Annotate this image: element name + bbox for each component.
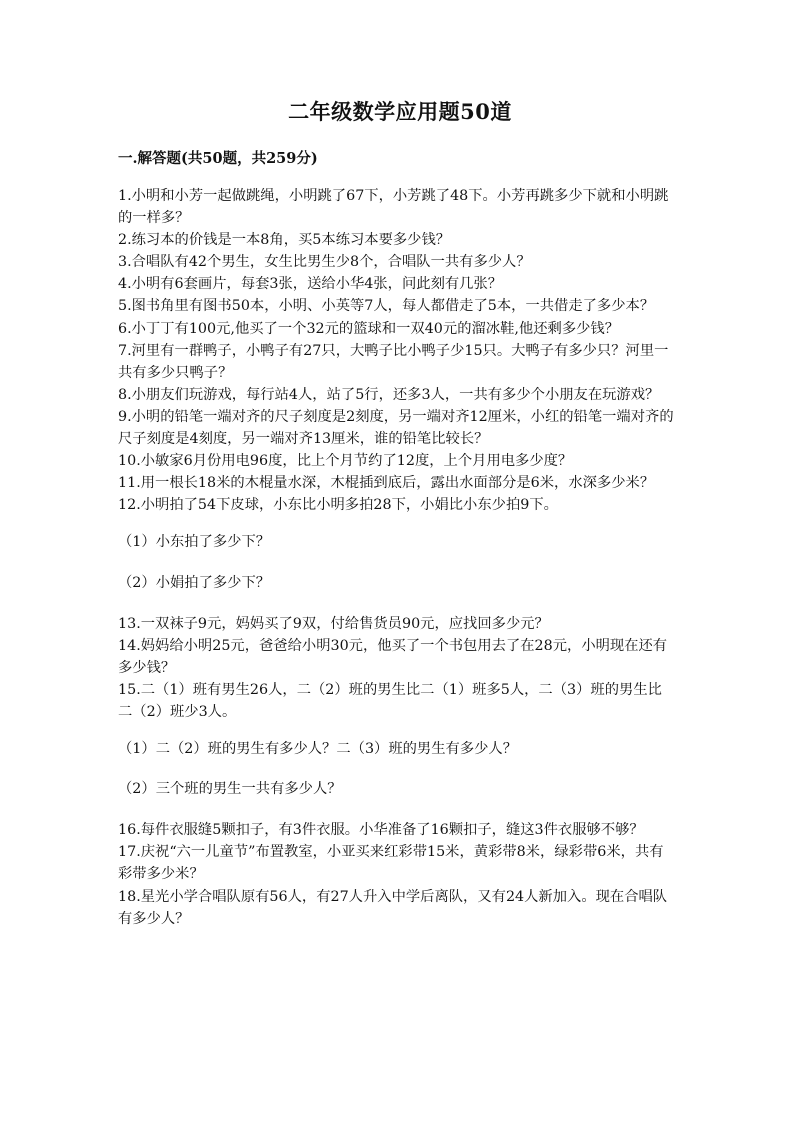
question-item: 16.每件衣服缝5颗扣子，有3件衣服。小华准备了16颗扣子，缝这3件衣服够不够？ xyxy=(118,822,644,839)
document-title: 二年级数学应用题50道 xyxy=(288,99,512,124)
question-list xyxy=(118,185,674,930)
sub-question: （1）小东拍了多少下？ xyxy=(118,534,271,551)
sub-question-group xyxy=(118,738,674,800)
question-item: 12.小明拍了54下皮球，小东比小明多拍28下，小娟比小东少拍9下。 xyxy=(118,497,558,514)
question-item: 11.用一根长18米的木棍量水深，木棍插到底后，露出水面部分是6米，水深多少米？ xyxy=(118,475,655,492)
sub-question-group xyxy=(118,531,674,593)
question-item: 6.小丁丁有100元,他买了一个32元的篮球和一双40元的溜冰鞋,他还剩多少钱？ xyxy=(118,320,620,337)
question-item: 7.河里有一群鸭子，小鸭子有27只，大鸭子比小鸭子少15只。大鸭子有多少只？河里一共有多少只鸭子？ xyxy=(118,342,669,381)
question-item: 14.妈妈给小明25元，爸爸给小明30元，他买了一个书包用去了在28元，小明现在还有多少钱？ xyxy=(118,637,668,676)
question-item: 8.小朋友们玩游戏，每行站4人，站了5行，还多3人，一共有多少个小朋友在玩游戏？ xyxy=(118,386,660,403)
question-item: 9.小明的铅笔一端对齐的尺子刻度是2刻度，另一端对齐12厘米，小红的铅笔一端对齐的尺子刻度是4刻度，另一端对齐13厘米，谁的铅笔比较长？ xyxy=(118,408,674,448)
question-item: 5.图书角里有图书50本，小明、小英等7人，每人都借走了5本，一共借走了多少本？ xyxy=(118,298,655,315)
question-item: 17.庆祝“六一儿童节”布置教室，小亚买来红彩带15米，黄彩带8米，绿彩带6米，共有彩带多少米？ xyxy=(118,844,664,883)
sub-question: （2）小娟拍了多少下？ xyxy=(118,574,271,591)
question-item: 15.二（1）班有男生26人，二（2）班的男生比二（1）班多5人，二（3）班的男生比二（2）班少3人。 xyxy=(118,681,662,720)
question-item: 1.小明和小芳一起做跳绳，小明跳了67下，小芳跳了48下。小芳再跳多少下就和小明跳的一样多？ xyxy=(118,188,669,227)
section-heading: 一.解答题(共50题，共259分) xyxy=(118,150,318,167)
sub-question: （2）三个班的男生一共有多少人？ xyxy=(118,781,342,798)
question-item: 10.小敏家6月份用电96度，比上个月节约了12度，上个月用电多少度？ xyxy=(118,453,573,470)
sub-question: （1）二（2）班的男生有多少人？二（3）班的男生有多少人？ xyxy=(118,741,518,758)
question-item: 4.小明有6套画片，每套3张，送给小华4张，问此刻有几张？ xyxy=(118,276,503,293)
question-item: 2.练习本的价钱是一本8角，买5本练习本要多少钱？ xyxy=(118,232,451,249)
question-item: 3.合唱队有42个男生，女生比男生少8个，合唱队一共有多少人？ xyxy=(118,254,531,271)
question-item: 13.一双袜子9元，妈妈买了9双，付给售货员90元，应找回多少元？ xyxy=(118,615,549,632)
question-item: 18.星光小学合唱队原有56人，有27人升入中学后离队，又有24人新加入。现在合唱队有多少人？ xyxy=(118,888,668,927)
